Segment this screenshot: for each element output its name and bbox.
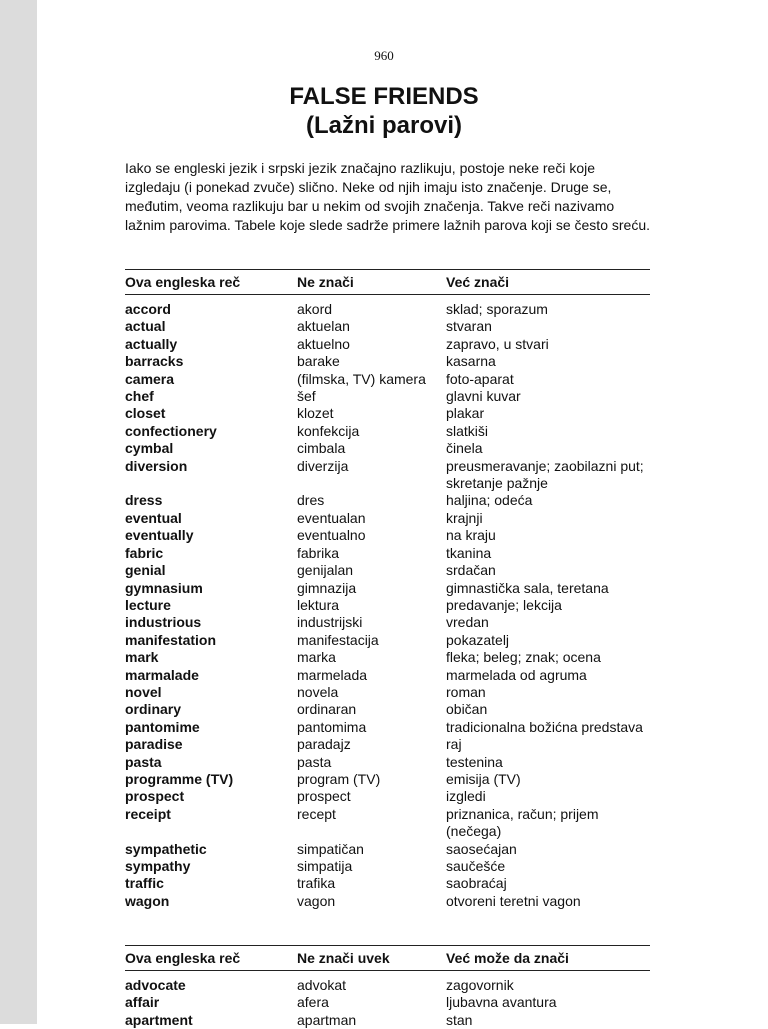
table-row xyxy=(125,754,650,771)
false-meaning-cell: marmelada xyxy=(297,667,446,684)
false-meaning-cell: afera xyxy=(297,994,446,1011)
true-meaning-cell: slatkiši xyxy=(446,423,650,440)
english-word-cell: affair xyxy=(125,994,297,1011)
false-meaning-cell: simpatičan xyxy=(297,841,446,858)
false-meaning-cell: fabrika xyxy=(297,545,446,562)
english-word-cell: programme (TV) xyxy=(125,771,297,788)
english-word-cell: ordinary xyxy=(125,701,297,718)
false-meaning-cell: paradajz xyxy=(297,736,446,753)
english-word-cell: traffic xyxy=(125,875,297,892)
true-meaning-cell: srdačan xyxy=(446,562,650,579)
english-word-cell: accord xyxy=(125,295,297,319)
english-word-cell: pantomime xyxy=(125,719,297,736)
table-row xyxy=(125,788,650,805)
header-does-not-mean: Ne znači xyxy=(297,270,446,295)
table-row xyxy=(125,371,650,388)
false-meaning-cell: simpatija xyxy=(297,858,446,875)
header-can-mean: Već može da znači xyxy=(446,946,650,971)
false-meaning-cell: cimbala xyxy=(297,440,446,457)
false-meaning-cell: marka xyxy=(297,649,446,666)
false-meaning-cell: pantomima xyxy=(297,719,446,736)
true-meaning-cell: plakar xyxy=(446,405,650,422)
true-meaning-cell: roman xyxy=(446,684,650,701)
table-row xyxy=(125,684,650,701)
true-meaning-cell: običan xyxy=(446,701,650,718)
english-word-cell: fabric xyxy=(125,545,297,562)
true-meaning-cell: gimnastička sala, teretana xyxy=(446,580,650,597)
true-meaning-cell: krajnji xyxy=(446,510,650,527)
title-line-2: (Lažni parovi) xyxy=(0,111,768,140)
false-meaning-cell: aktuelan xyxy=(297,318,446,335)
english-word-cell: novel xyxy=(125,684,297,701)
true-meaning-cell: testenina xyxy=(446,754,650,771)
true-meaning-cell: ljubavna avantura xyxy=(446,994,650,1011)
false-meaning-cell: novela xyxy=(297,684,446,701)
english-word-cell: genial xyxy=(125,562,297,579)
true-meaning-cell: raj xyxy=(446,736,650,753)
true-meaning-cell: haljina; odeća xyxy=(446,492,650,509)
table-row xyxy=(125,580,650,597)
english-word-cell: closet xyxy=(125,405,297,422)
table-row xyxy=(125,875,650,892)
false-meaning-cell: (filmska, TV) kamera xyxy=(297,371,446,388)
table-row xyxy=(125,336,650,353)
english-word-cell: mark xyxy=(125,649,297,666)
false-meaning-cell: pasta xyxy=(297,754,446,771)
english-word-cell: actual xyxy=(125,318,297,335)
table-header-row xyxy=(125,270,650,295)
english-word-cell: dress xyxy=(125,492,297,509)
true-meaning-cell: saosećajan xyxy=(446,841,650,858)
table-row xyxy=(125,971,650,995)
table-row xyxy=(125,295,650,319)
english-word-cell: eventual xyxy=(125,510,297,527)
false-meaning-cell: vagon xyxy=(297,893,446,910)
english-word-cell: confectionery xyxy=(125,423,297,440)
false-meaning-cell: advokat xyxy=(297,971,446,995)
page-margin-bar xyxy=(0,0,37,1024)
table-row xyxy=(125,994,650,1011)
true-meaning-cell: stan xyxy=(446,1012,650,1029)
english-word-cell: manifestation xyxy=(125,632,297,649)
page-number: 960 xyxy=(0,48,768,64)
true-meaning-cell: tradicionalna božićna predstava xyxy=(446,719,650,736)
english-word-cell: gymnasium xyxy=(125,580,297,597)
table-body xyxy=(125,295,650,911)
table-row xyxy=(125,614,650,631)
true-meaning-cell: pokazatelj xyxy=(446,632,650,649)
english-word-cell: industrious xyxy=(125,614,297,631)
true-meaning-cell: predavanje; lekcija xyxy=(446,597,650,614)
table-row xyxy=(125,527,650,544)
table-row xyxy=(125,562,650,579)
true-meaning-cell: foto-aparat xyxy=(446,371,650,388)
false-meaning-cell: eventualan xyxy=(297,510,446,527)
true-meaning-cell: priznanica, račun; prijem (nečega) xyxy=(446,806,650,841)
false-meaning-cell: konfekcija xyxy=(297,423,446,440)
true-meaning-cell: izgledi xyxy=(446,788,650,805)
true-meaning-cell: preusmeravanje; zaobilazni put; skretanje pažnje xyxy=(446,458,650,493)
false-meaning-cell: industrijski xyxy=(297,614,446,631)
false-meaning-cell: apartman xyxy=(297,1012,446,1029)
english-word-cell: cymbal xyxy=(125,440,297,457)
english-word-cell: paradise xyxy=(125,736,297,753)
header-english-word: Ova engleska reč xyxy=(125,270,297,295)
table-row xyxy=(125,545,650,562)
table-row xyxy=(125,440,650,457)
true-meaning-cell: sklad; sporazum xyxy=(446,295,650,319)
table-row xyxy=(125,667,650,684)
false-meaning-cell: ordinaran xyxy=(297,701,446,718)
table-row xyxy=(125,736,650,753)
english-word-cell: sympathetic xyxy=(125,841,297,858)
english-word-cell: sympathy xyxy=(125,858,297,875)
english-word-cell: pasta xyxy=(125,754,297,771)
table-row xyxy=(125,858,650,875)
true-meaning-cell: vredan xyxy=(446,614,650,631)
false-meaning-cell: šef xyxy=(297,388,446,405)
english-word-cell: wagon xyxy=(125,893,297,910)
true-meaning-cell: na kraju xyxy=(446,527,650,544)
table-row xyxy=(125,492,650,509)
table-row xyxy=(125,841,650,858)
true-meaning-cell: saučešće xyxy=(446,858,650,875)
english-word-cell: actually xyxy=(125,336,297,353)
table-row xyxy=(125,510,650,527)
true-meaning-cell: emisija (TV) xyxy=(446,771,650,788)
false-friends-table xyxy=(125,269,650,910)
intro-paragraph: Iako se engleski jezik i srpski jezik značajno razlikuju, postoje neke reči koje izgledaju (i ponekad zvuče) slično. Neke od njih imaju isto značenje. Druge se, međutim, veoma razlikuju bar u nekim od svojih značenja. Takve reči nazivamo lažnim parovima. Tabele koje slede sadrže primere lažnih parova koji se često sreću. xyxy=(125,159,650,235)
true-meaning-cell: činela xyxy=(446,440,650,457)
sometimes-false-friends-table xyxy=(125,945,650,1029)
true-meaning-cell: zapravo, u stvari xyxy=(446,336,650,353)
true-meaning-cell: marmelada od agruma xyxy=(446,667,650,684)
english-word-cell: advocate xyxy=(125,971,297,995)
false-meaning-cell: genijalan xyxy=(297,562,446,579)
false-meaning-cell: gimnazija xyxy=(297,580,446,597)
false-meaning-cell: diverzija xyxy=(297,458,446,493)
english-word-cell: lecture xyxy=(125,597,297,614)
true-meaning-cell: glavni kuvar xyxy=(446,388,650,405)
header-does-not-always-mean: Ne znači uvek xyxy=(297,946,446,971)
english-word-cell: marmalade xyxy=(125,667,297,684)
table-body xyxy=(125,971,650,1029)
english-word-cell: prospect xyxy=(125,788,297,805)
english-word-cell: eventually xyxy=(125,527,297,544)
true-meaning-cell: otvoreni teretni vagon xyxy=(446,893,650,910)
english-word-cell: diversion xyxy=(125,458,297,493)
false-meaning-cell: manifestacija xyxy=(297,632,446,649)
page-title xyxy=(0,82,768,140)
table-row xyxy=(125,597,650,614)
english-word-cell: apartment xyxy=(125,1012,297,1029)
table-row xyxy=(125,806,650,841)
table-row xyxy=(125,1012,650,1029)
false-meaning-cell: prospect xyxy=(297,788,446,805)
true-meaning-cell: saobraćaj xyxy=(446,875,650,892)
true-meaning-cell: tkanina xyxy=(446,545,650,562)
false-meaning-cell: klozet xyxy=(297,405,446,422)
true-meaning-cell: stvaran xyxy=(446,318,650,335)
table-row xyxy=(125,388,650,405)
false-meaning-cell: eventualno xyxy=(297,527,446,544)
false-meaning-cell: recept xyxy=(297,806,446,841)
false-meaning-cell: trafika xyxy=(297,875,446,892)
table-header-row xyxy=(125,946,650,971)
english-word-cell: barracks xyxy=(125,353,297,370)
table-row xyxy=(125,771,650,788)
title-line-1: FALSE FRIENDS xyxy=(0,82,768,111)
false-meaning-cell: akord xyxy=(297,295,446,319)
table-row xyxy=(125,353,650,370)
table-row xyxy=(125,632,650,649)
table-row xyxy=(125,719,650,736)
table-row xyxy=(125,893,650,910)
true-meaning-cell: fleka; beleg; znak; ocena xyxy=(446,649,650,666)
table-row xyxy=(125,649,650,666)
table-row xyxy=(125,318,650,335)
english-word-cell: receipt xyxy=(125,806,297,841)
table-row xyxy=(125,458,650,493)
false-meaning-cell: barake xyxy=(297,353,446,370)
false-meaning-cell: aktuelno xyxy=(297,336,446,353)
header-english-word: Ova engleska reč xyxy=(125,946,297,971)
true-meaning-cell: kasarna xyxy=(446,353,650,370)
table-row xyxy=(125,423,650,440)
english-word-cell: camera xyxy=(125,371,297,388)
table-row xyxy=(125,701,650,718)
false-meaning-cell: dres xyxy=(297,492,446,509)
english-word-cell: chef xyxy=(125,388,297,405)
false-meaning-cell: program (TV) xyxy=(297,771,446,788)
table-row xyxy=(125,405,650,422)
false-meaning-cell: lektura xyxy=(297,597,446,614)
header-means: Već znači xyxy=(446,270,650,295)
true-meaning-cell: zagovornik xyxy=(446,971,650,995)
